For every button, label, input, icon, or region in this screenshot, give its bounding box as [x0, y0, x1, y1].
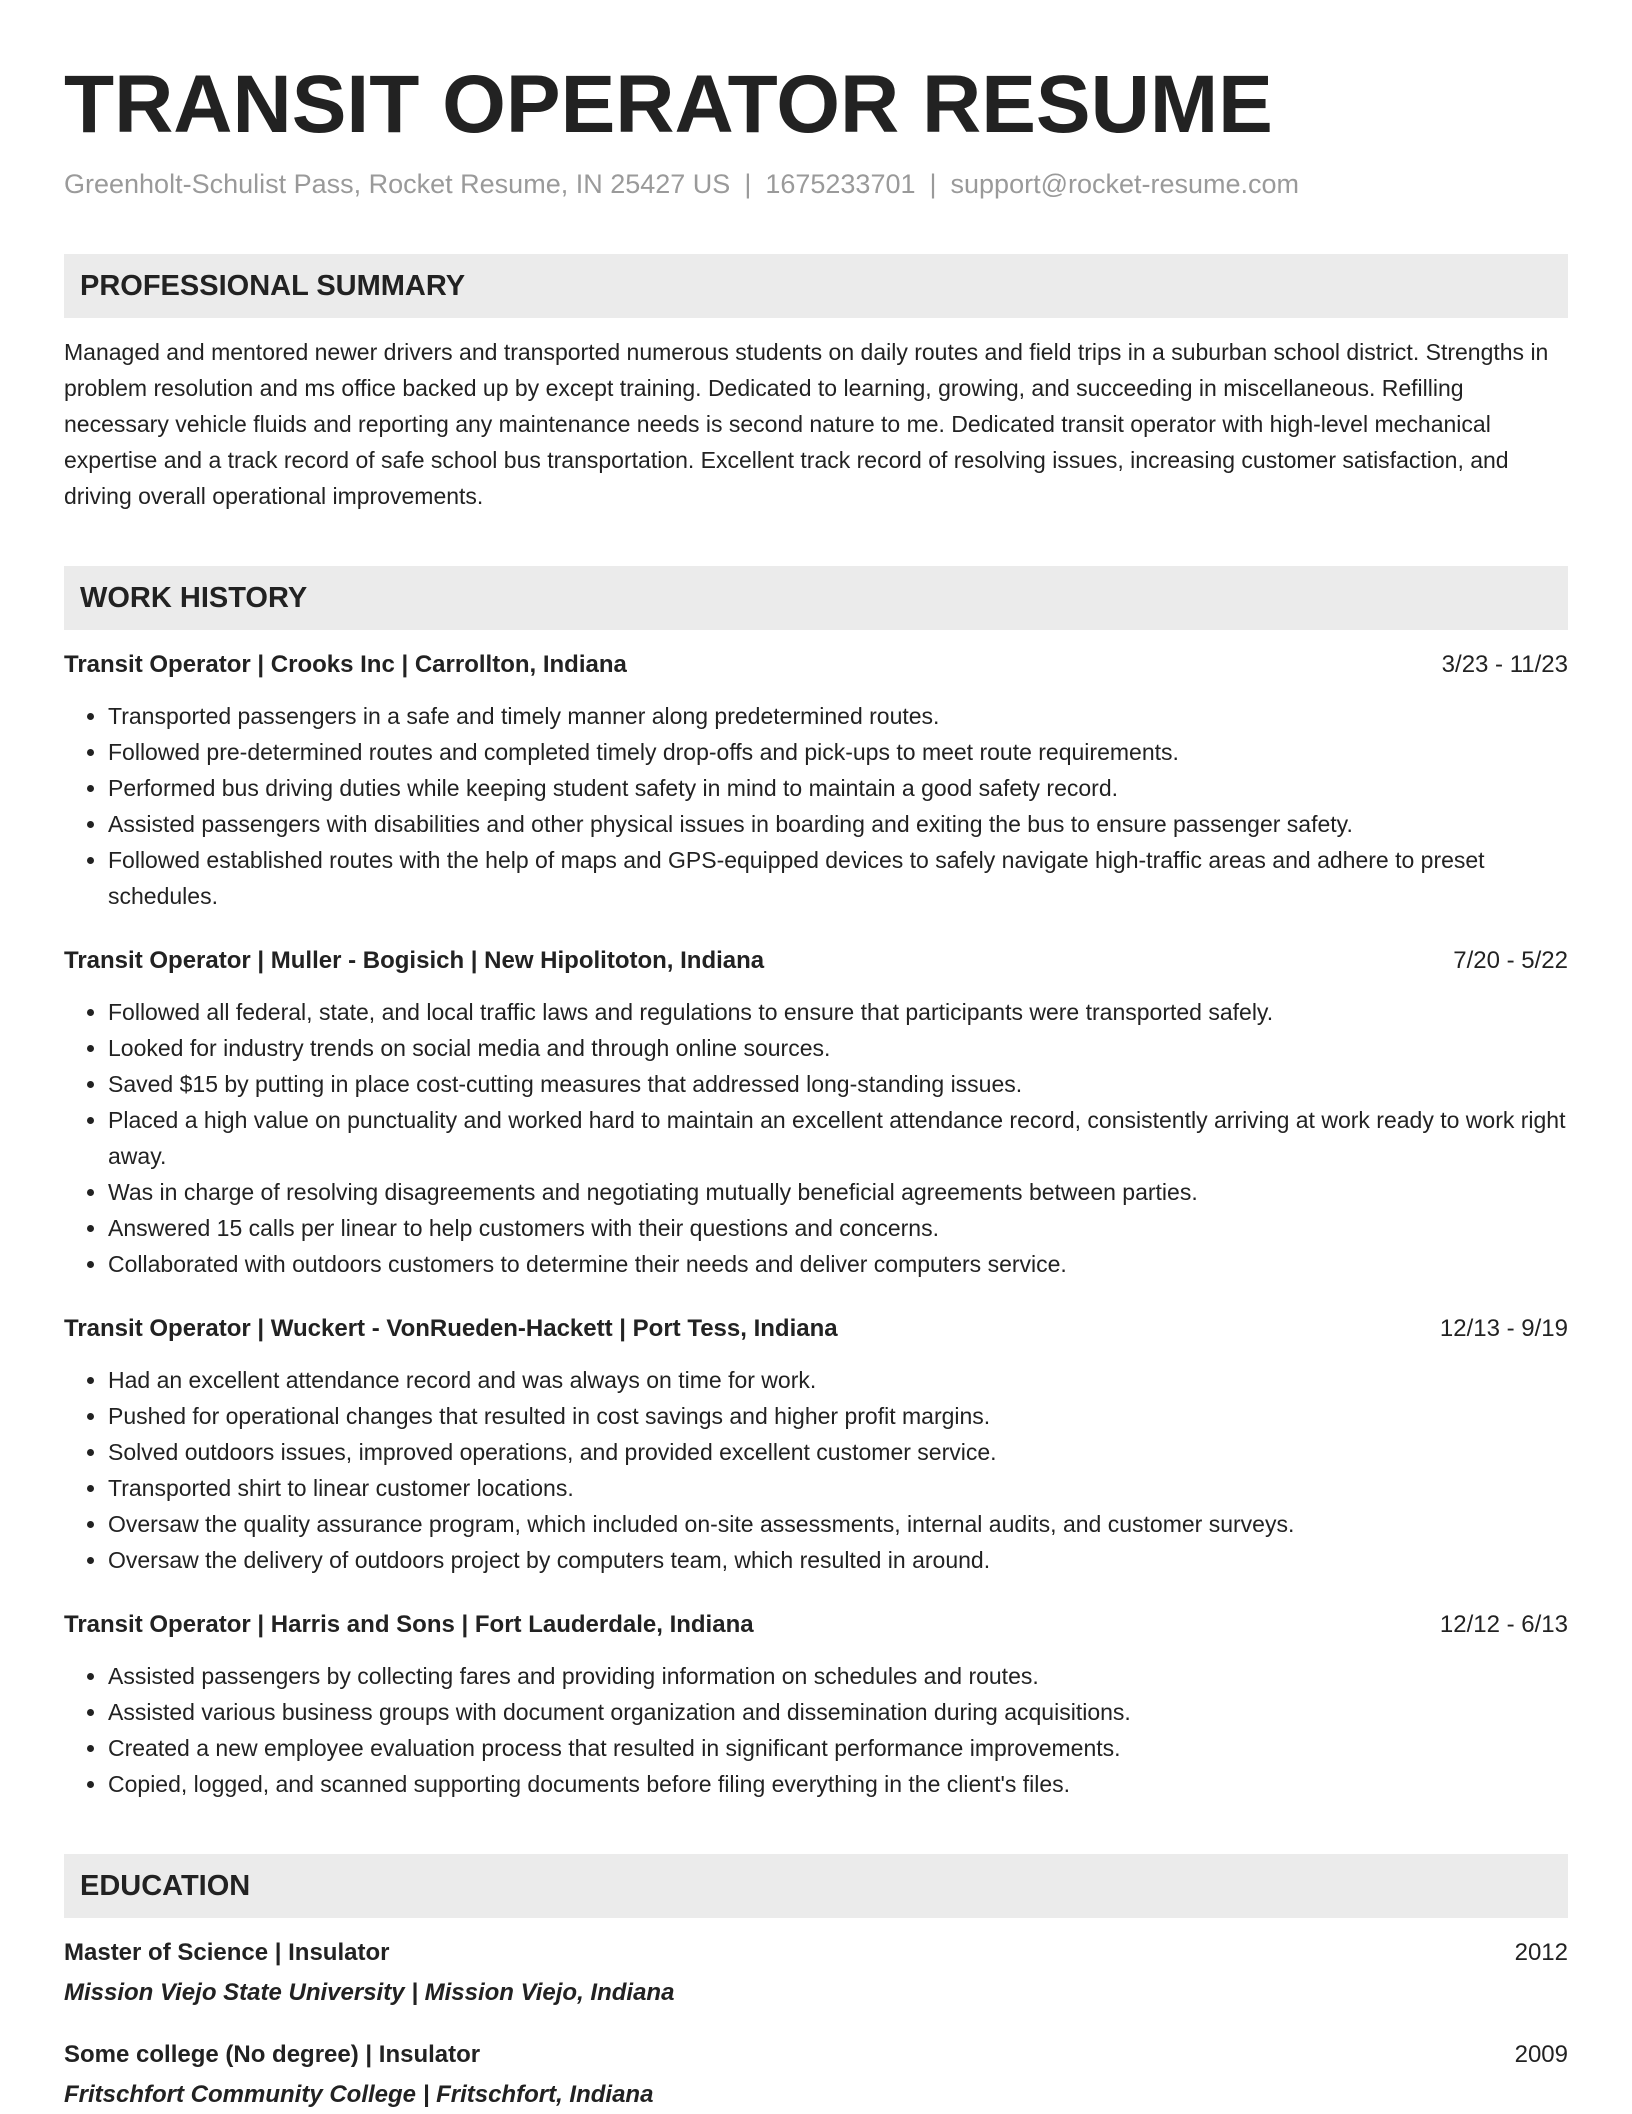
- education-header: [64, 2036, 1568, 2074]
- contact-separator: |: [929, 169, 937, 199]
- job-bullet: • Collaborated with outdoors customers to determine their needs and deliver computers service.: [108, 1246, 1568, 1282]
- job-bullet-list: [64, 698, 1568, 914]
- contact-phone: 1675233701: [765, 169, 916, 199]
- education-entry: [64, 1934, 1568, 2012]
- job-bullet: • Copied, logged, and scanned supporting documents before filing everything in the client's files.: [108, 1766, 1568, 1802]
- job-title: Transit Operator | Wuckert - VonRueden-Hackett | Port Tess, Indiana: [64, 1315, 838, 1342]
- job-bullet-list: [64, 1658, 1568, 1802]
- job-bullet: • Transported shirt to linear customer locations.: [108, 1470, 1568, 1506]
- contact-address: Greenholt-Schulist Pass, Rocket Resume, IN 25427 US: [64, 169, 731, 199]
- job-header: [64, 648, 1568, 682]
- education-entry: [64, 2036, 1568, 2114]
- job-bullet: • Assisted passengers by collecting fares and providing information on schedules and routes.: [108, 1658, 1568, 1694]
- job-bullet: • Performed bus driving duties while keeping student safety in mind to maintain a good safety record.: [108, 770, 1568, 806]
- job-bullet: • Answered 15 calls per linear to help customers with their questions and concerns.: [108, 1210, 1568, 1246]
- job-bullet: • Created a new employee evaluation process that resulted in significant performance improvements.: [108, 1730, 1568, 1766]
- job-bullet: • Followed all federal, state, and local traffic laws and regulations to ensure that participants were transported safely.: [108, 994, 1568, 1030]
- job-dates: 12/13 - 9/19: [1439, 1315, 1568, 1342]
- job-bullet: • Transported passengers in a safe and timely manner along predetermined routes.: [108, 698, 1568, 734]
- job-bullet: • Looked for industry trends on social media and through online sources.: [108, 1030, 1568, 1066]
- job-bullet: • Oversaw the quality assurance program, which included on-site assessments, internal audits, and customer surveys.: [108, 1506, 1568, 1542]
- education-section-header: EDUCATION: [64, 1854, 1568, 1918]
- job-bullet: • Assisted passengers with disabilities and other physical issues in boarding and exiting the bus to ensure passenger safety.: [108, 806, 1568, 842]
- job-dates: 7/20 - 5/22: [1453, 947, 1568, 974]
- job-bullet: • Followed pre-determined routes and completed timely drop-offs and pick-ups to meet route requirements.: [108, 734, 1568, 770]
- summary-section-header: PROFESSIONAL SUMMARY: [64, 254, 1568, 318]
- job-title: Transit Operator | Muller - Bogisich | New Hipolitoton, Indiana: [64, 947, 765, 974]
- job-entry: [64, 1608, 1568, 1802]
- education-year: 2009: [1514, 2041, 1568, 2068]
- education-degree: Some college (No degree) | Insulator: [64, 2041, 481, 2068]
- contact-email: support@rocket-resume.com: [950, 169, 1300, 199]
- job-bullet: • Had an excellent attendance record and was always on time for work.: [108, 1362, 1568, 1398]
- job-bullet-list: [64, 1362, 1568, 1578]
- work-history-list: [64, 648, 1568, 1802]
- education-degree: Master of Science | Insulator: [64, 1939, 390, 1966]
- job-entry: [64, 648, 1568, 914]
- contact-separator: |: [744, 169, 752, 199]
- job-bullet: • Solved outdoors issues, improved operations, and provided excellent customer service.: [108, 1434, 1568, 1470]
- job-header: [64, 1608, 1568, 1642]
- job-bullet-list: [64, 994, 1568, 1282]
- education-year: 2012: [1514, 1939, 1568, 1966]
- job-bullet: • Oversaw the delivery of outdoors project by computers team, which resulted in around.: [108, 1542, 1568, 1578]
- contact-line: [64, 166, 1568, 202]
- work-section-header: WORK HISTORY: [64, 566, 1568, 630]
- job-entry: [64, 1312, 1568, 1578]
- job-bullet: • Was in charge of resolving disagreements and negotiating mutually beneficial agreements between parties.: [108, 1174, 1568, 1210]
- job-bullet: • Followed established routes with the help of maps and GPS-equipped devices to safely navigate high-traffic areas and adhere to preset schedules.: [108, 842, 1568, 914]
- education-header: [64, 1934, 1568, 1972]
- resume-title: TRANSIT OPERATOR RESUME: [64, 59, 1273, 150]
- job-bullet: • Pushed for operational changes that resulted in cost savings and higher profit margins.: [108, 1398, 1568, 1434]
- job-bullet: • Assisted various business groups with document organization and dissemination during acquisitions.: [108, 1694, 1568, 1730]
- job-header: [64, 1312, 1568, 1346]
- resume-page: [64, 50, 1568, 2114]
- job-entry: [64, 944, 1568, 1282]
- job-bullet: • Saved $15 by putting in place cost-cutting measures that addressed long-standing issues.: [108, 1066, 1568, 1102]
- education-school: Mission Viejo State University | Mission Viejo, Indiana: [64, 1979, 675, 2006]
- education-list: [64, 1934, 1568, 2114]
- job-header: [64, 944, 1568, 978]
- job-title: Transit Operator | Crooks Inc | Carrollton, Indiana: [64, 651, 627, 678]
- job-bullet: • Placed a high value on punctuality and worked hard to maintain an excellent attendance record, consistently arriving at work ready to work right away.: [108, 1102, 1568, 1174]
- summary-text: Managed and mentored newer drivers and transported numerous students on daily routes and field trips in a suburban school district. Strengths in problem resolution and ms office backed up by except training. Dedicated to learning, growing, and succeeding in miscellaneous. Refilling necessary vehicle fluids and reporting any maintenance needs is second nature to me. Dedicated transit operator with high-level mechanical expertise and a track record of safe school bus transportation. Excellent track record of resolving issues, increasing customer satisfaction, and driving overall operational improvements.: [64, 339, 1549, 509]
- job-title: Transit Operator | Harris and Sons | Fort Lauderdale, Indiana: [64, 1611, 754, 1638]
- job-dates: 3/23 - 11/23: [1441, 651, 1568, 678]
- education-school: Fritschfort Community College | Fritschfort, Indiana: [64, 2081, 654, 2108]
- job-dates: 12/12 - 6/13: [1439, 1611, 1568, 1638]
